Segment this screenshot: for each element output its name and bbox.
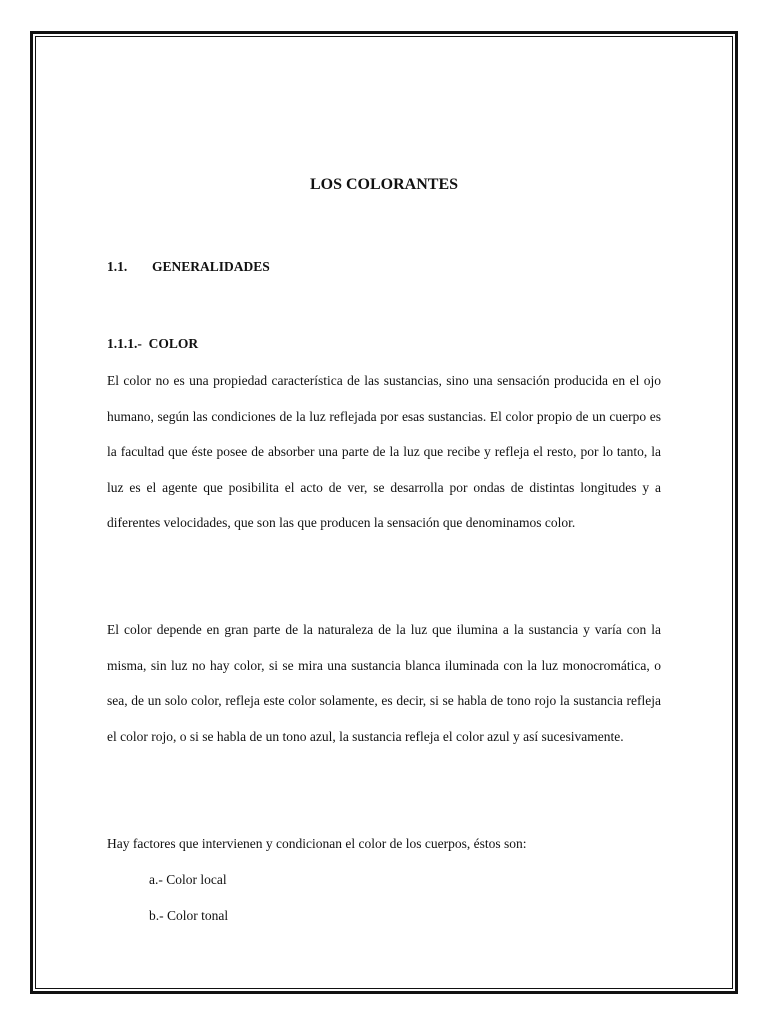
section-label: GENERALIDADES bbox=[152, 259, 270, 274]
list-item-color-tonal: b.- Color tonal bbox=[149, 907, 229, 923]
paragraph-color-light: El color depende en gran parte de la naturaleza de la luz que ilumina a la sustancia y varía con la misma, sin luz no hay color, si se mira una sustancia blanca iluminada con la luz monocromática, o sea, de un solo color, refleja este color solamente, es decir, si se habla de tono rojo la sustancia refleja el color rojo, o si se habla de un tono azul, la sustancia refleja el color azul y así sucesivamente. bbox=[107, 622, 661, 744]
section-heading bbox=[107, 258, 270, 276]
document-title: LOS COLORANTES bbox=[309, 176, 459, 193]
paragraph-color-definition: El color no es una propiedad característica de las sustancias, sino una sensación producida en el ojo humano, según las condiciones de la luz reflejada por esas sustancias. El color propio de un cuerpo es la facultad que éste posee de absorber una parte de la luz que recibe y refleja el resto, por lo tanto, la luz es el agente que posibilita el acto de ver, se desarrolla por ondas de distintas longitudes y a diferentes velocidades, que son las que producen la sensación que denominamos color. bbox=[107, 373, 661, 530]
subsection-heading: 1.1.1.- COLOR bbox=[107, 336, 199, 351]
section-number: 1.1. bbox=[107, 259, 128, 274]
factors-list bbox=[149, 862, 228, 933]
list-item-color-local: a.- Color local bbox=[149, 872, 227, 887]
paragraph-factors-intro: Hay factores que intervienen y condicionan el color de los cuerpos, éstos son: bbox=[107, 836, 527, 851]
